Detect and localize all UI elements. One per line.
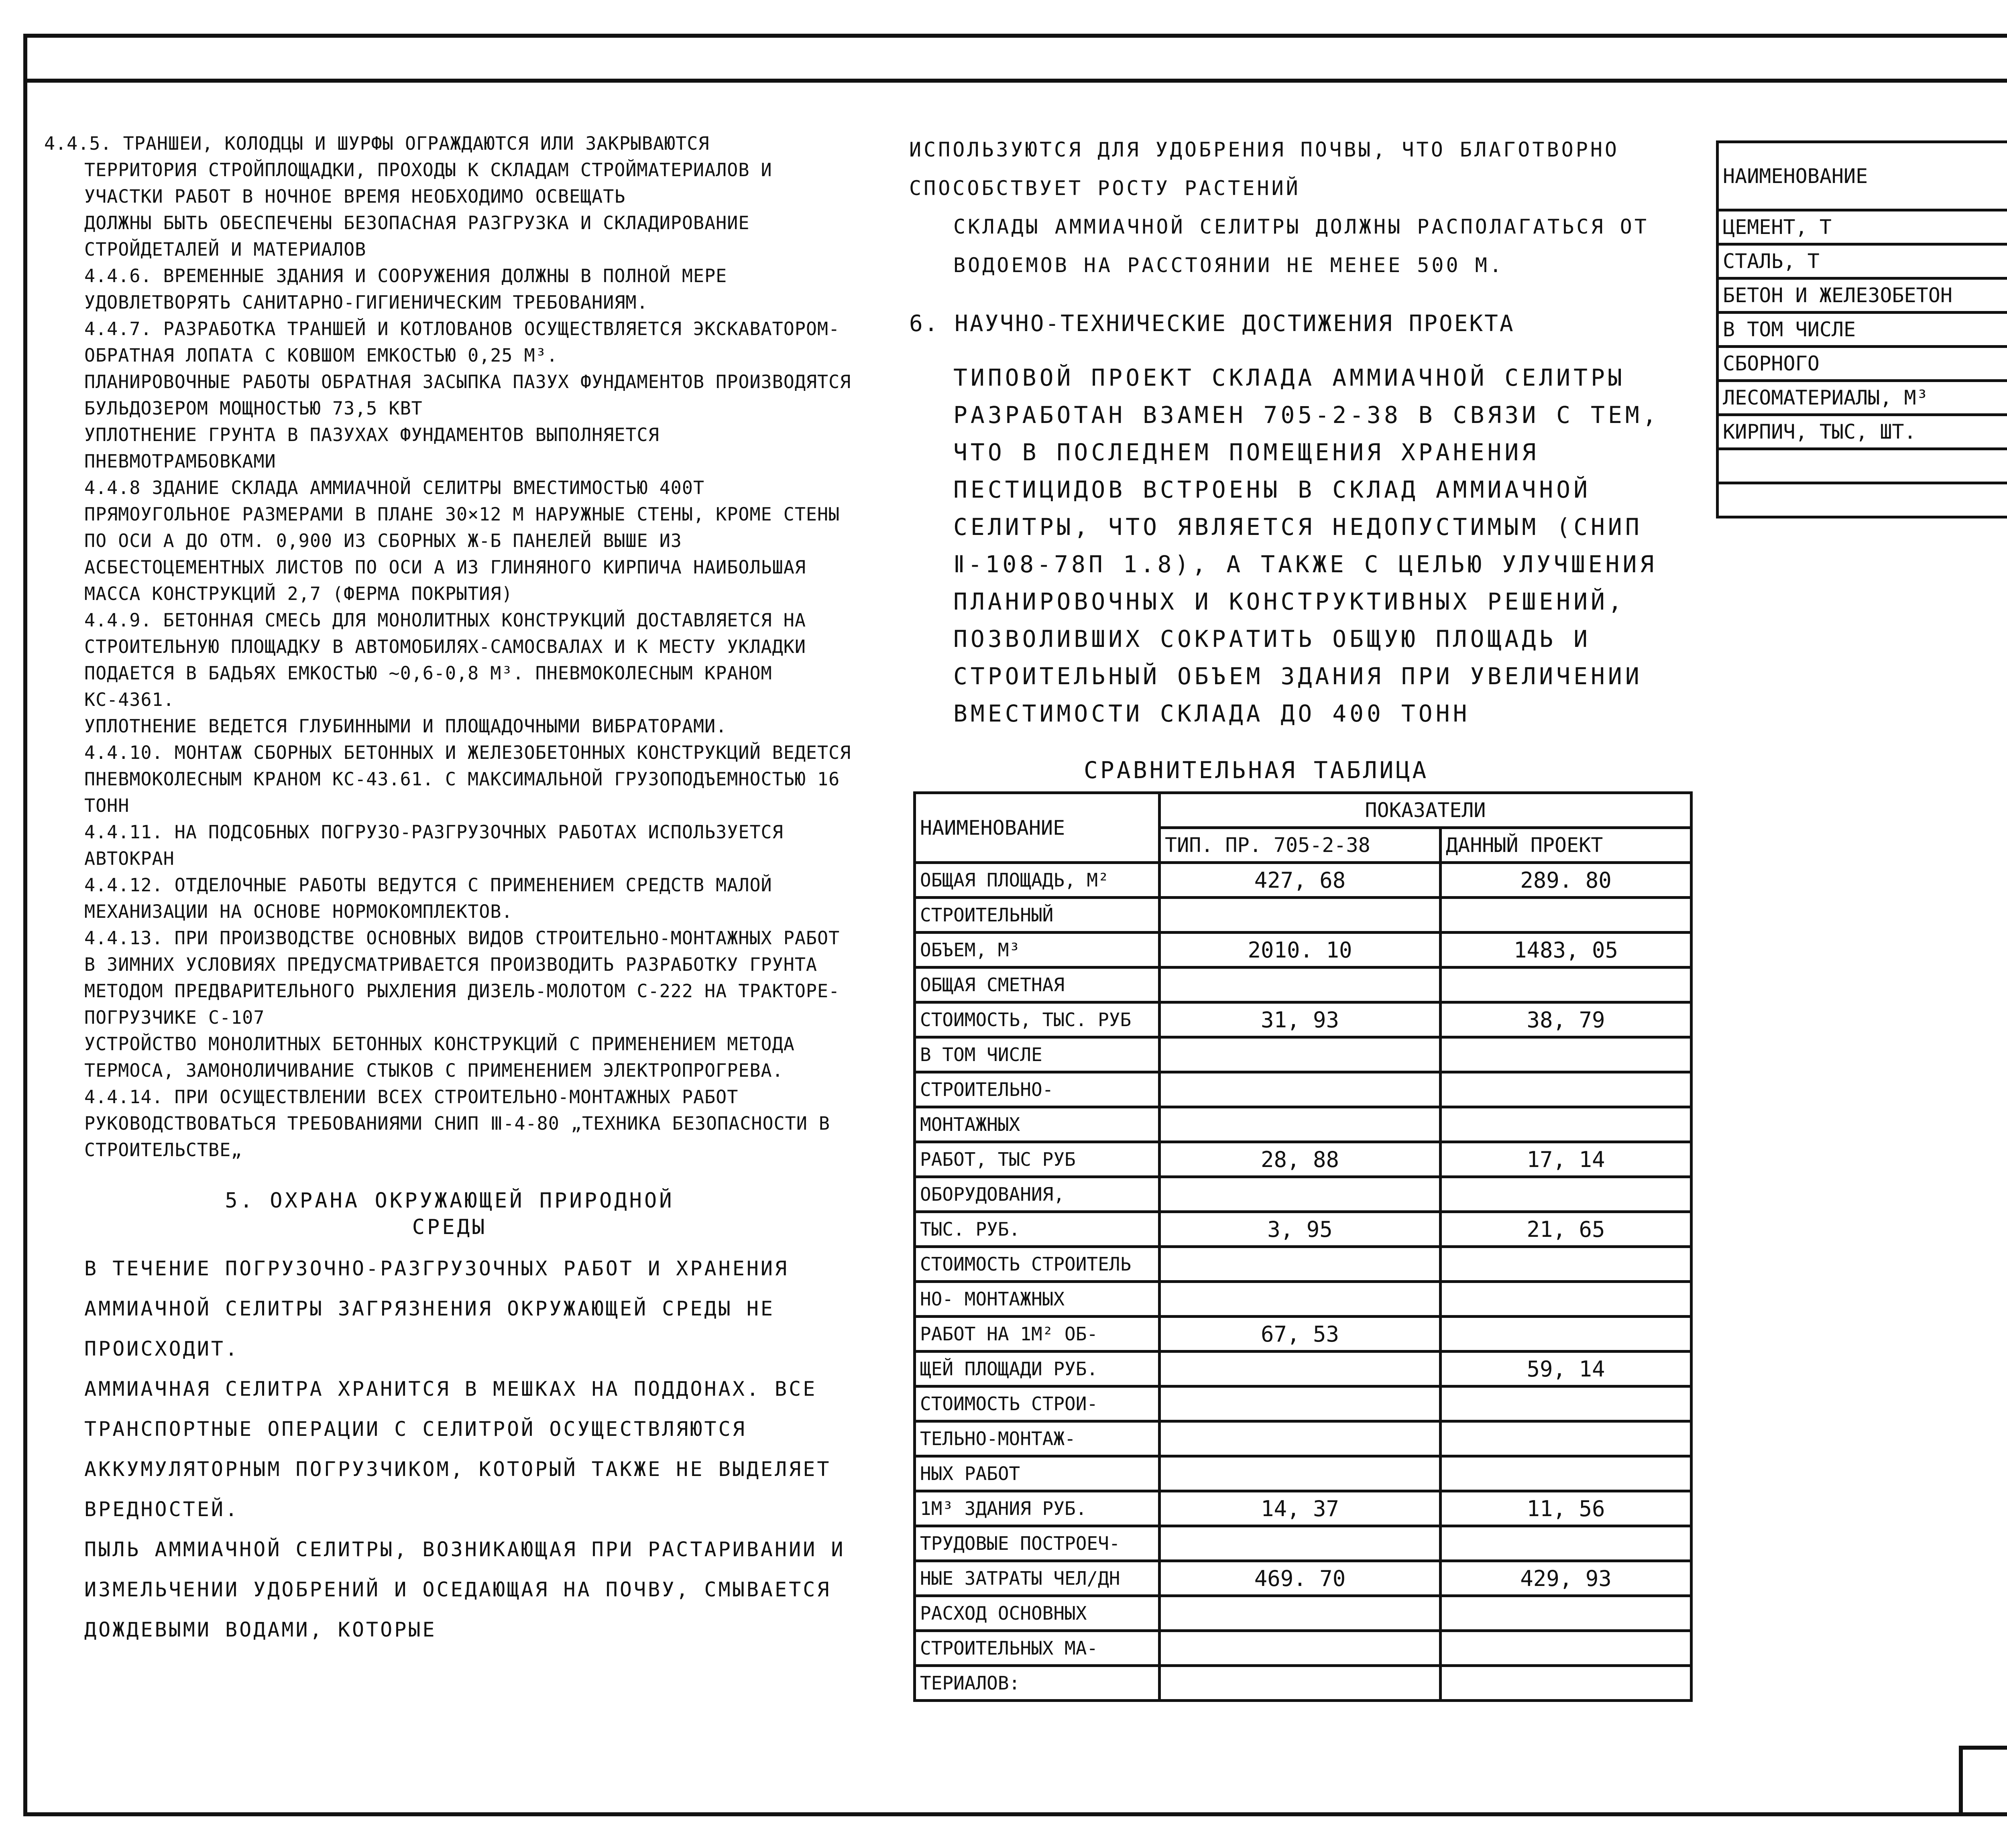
row-name: ТЕЛЬНО-МОНТАЖ- xyxy=(915,1421,1160,1456)
paragraph: ИСПОЛЬЗУЮТСЯ ДЛЯ УДОБРЕНИЯ ПОЧВЫ, ЧТО БЛАГОТВОРНО СПОСОБСТВУЕТ РОСТУ РАСТЕНИЙ xyxy=(909,138,1620,200)
table-row xyxy=(1718,449,2007,483)
value-new xyxy=(1441,1387,1691,1421)
row-name: НО- МОНТАЖНЫХ xyxy=(915,1282,1160,1317)
paragraph: 4.4.12. ОТДЕЛОЧНЫЕ РАБОТЫ ВЕДУТСЯ С ПРИМЕНЕНИЕМ СРЕДСТВ МАЛОЙ МЕХАНИЗАЦИИ НА ОСНОВЕ НОРМОКОМПЛЕКТОВ. xyxy=(84,874,772,922)
header-rule xyxy=(23,79,2007,83)
value-old: 31, 93 xyxy=(1160,1002,1441,1037)
value-old xyxy=(1160,1666,1441,1701)
value-old xyxy=(1160,1526,1441,1561)
value-old: 427, 68 xyxy=(1160,863,1441,898)
table-row xyxy=(915,1631,1691,1666)
value-new: 38, 79 xyxy=(1441,1002,1691,1037)
row-name: ТРУДОВЫЕ ПОСТРОЕЧ- xyxy=(915,1526,1160,1561)
paragraph: 4.4.7. РАЗРАБОТКА ТРАНШЕЙ И КОТЛОВАНОВ ОСУЩЕСТВЛЯЕТСЯ ЭКСКАВАТОРОМ-ОБРАТНАЯ ЛОПАТА С КОВШОМ ЕМКОСТЬЮ 0,25 М³. xyxy=(84,318,840,366)
value-new xyxy=(1441,1107,1691,1142)
table-row xyxy=(915,1526,1691,1561)
table-row xyxy=(915,1107,1691,1142)
section-6-heading: 6. НАУЧНО-ТЕХНИЧЕСКИЕ ДОСТИЖЕНИЯ ПРОЕКТА xyxy=(909,311,1515,337)
value-new xyxy=(1441,1037,1691,1072)
table-row xyxy=(915,1596,1691,1631)
table-row xyxy=(915,968,1691,1002)
row-name: СТРОИТЕЛЬНО- xyxy=(915,1072,1160,1107)
value-old xyxy=(1160,1421,1441,1456)
value-old: 469. 70 xyxy=(1160,1561,1441,1596)
paragraph: 4.4.8 ЗДАНИЕ СКЛАДА АММИАЧНОЙ СЕЛИТРЫ ВМЕСТИМОСТЬЮ 400Т ПРЯМОУГОЛЬНОЕ РАЗМЕРАМИ В ПЛАНЕ 30×12 М НАРУЖНЫЕ СТЕНЫ, КРОМЕ СТЕНЫ ПО ОСИ А ДО ОТМ. 0,900 ИЗ СБОРНЫХ Ж-Б ПАНЕЛЕЙ ВЫШЕ ИЗ АСБЕСТОЦЕМЕНТНЫХ ЛИСТОВ ПО ОСИ А ИЗ ГЛИНЯНОГО КИРПИЧА НАИБОЛЬШАЯ МАССА КОНСТРУКЦИЙ 2,7 (ФЕРМА ПОКРЫТИЯ) xyxy=(84,477,840,604)
row-name: В ТОМ ЧИСЛЕ xyxy=(1718,313,2007,347)
value-new xyxy=(1441,898,1691,933)
paragraph: 4.4.6. ВРЕМЕННЫЕ ЗДАНИЯ И СООРУЖЕНИЯ ДОЛЖНЫ В ПОЛНОЙ МЕРЕ УДОВЛЕТВОРЯТЬ САНИТАРНО-ГИГИЕНИЧЕСКИМ ТРЕБОВАНИЯМ. xyxy=(84,265,727,313)
row-name: ОБЩАЯ ПЛОЩАДЬ, М² xyxy=(915,863,1160,898)
value-old xyxy=(1160,968,1441,1002)
value-new: 11, 56 xyxy=(1441,1491,1691,1526)
value-new xyxy=(1441,1666,1691,1701)
row-name: 1М³ ЗДАНИЯ РУБ. xyxy=(915,1491,1160,1526)
row-name: В ТОМ ЧИСЛЕ xyxy=(915,1037,1160,1072)
value-new: 289. 80 xyxy=(1441,863,1691,898)
table-row xyxy=(915,1666,1691,1701)
row-name: ЦЕМЕНТ, Т xyxy=(1718,210,2007,244)
row-name xyxy=(1718,449,2007,483)
value-old xyxy=(1160,1072,1441,1107)
paragraph: ДОЛЖНЫ БЫТЬ ОБЕСПЕЧЕНЫ БЕЗОПАСНАЯ РАЗГРУЗКА И СКЛАДИРОВАНИЕ СТРОЙДЕТАЛЕЙ И МАТЕРИАЛОВ xyxy=(84,212,750,260)
row-name: СТРОИТЕЛЬНЫХ МА- xyxy=(915,1631,1160,1666)
value-new: 1483, 05 xyxy=(1441,933,1691,968)
table-row xyxy=(915,1282,1691,1317)
row-name: ТЕРИАЛОВ: xyxy=(915,1666,1160,1701)
value-new xyxy=(1441,1526,1691,1561)
value-new: 17, 14 xyxy=(1441,1142,1691,1177)
table-row xyxy=(915,1387,1691,1421)
row-name: НЫХ РАБОТ xyxy=(915,1456,1160,1491)
table-row xyxy=(1718,483,2007,517)
value-old: 3, 95 xyxy=(1160,1212,1441,1247)
table-row xyxy=(915,1177,1691,1212)
value-new xyxy=(1441,1177,1691,1212)
paragraph: ТИПОВОЙ ПРОЕКТ СКЛАДА АММИАЧНОЙ СЕЛИТРЫ РАЗРАБОТАН ВЗАМЕН 705-2-38 В СВЯЗИ С ТЕМ, ЧТО В ПОСЛЕДНЕМ ПОМЕЩЕНИЯ ХРАНЕНИЯ ПЕСТИЦИДОВ ВСТРОЕНЫ В СКЛАД АММИАЧНОЙ СЕЛИТРЫ, ЧТО ЯВЛЯЕТСЯ НЕДОПУСТИМЫМ (СНИП Ⅱ-108-78П 1.8), А ТАКЖЕ С ЦЕЛЬЮ УЛУЧШЕНИЯ ПЛАНИРОВОЧНЫХ И КОНСТРУКТИВНЫХ РЕШЕНИЙ, ПОЗВОЛИВШИХ СОКРАТИТЬ ОБЩУЮ ПЛОЩАДЬ И СТРОИТЕЛЬНЫЙ ОБЪЕМ ЗДАНИЯ ПРИ УВЕЛИЧЕНИИ ВМЕСТИМОСТИ СКЛАДА ДО 400 ТОНН xyxy=(953,364,1660,727)
row-name: НЫЕ ЗАТРАТЫ ЧЕЛ/ДН xyxy=(915,1561,1160,1596)
continuation-table xyxy=(1716,140,2007,518)
table-row xyxy=(915,1456,1691,1491)
table-row xyxy=(915,1142,1691,1177)
value-old xyxy=(1160,1596,1441,1631)
value-old: 2010. 10 xyxy=(1160,933,1441,968)
header-old: ТИП. ПР. 705-2-38 xyxy=(1160,828,1441,863)
value-old xyxy=(1160,898,1441,933)
table-row xyxy=(915,1317,1691,1352)
value-new xyxy=(1441,1247,1691,1282)
table-row xyxy=(915,1421,1691,1456)
row-name xyxy=(1718,483,2007,517)
table-row xyxy=(915,898,1691,933)
table-row xyxy=(915,863,1691,898)
row-name: СТАЛЬ, Т xyxy=(1718,244,2007,279)
table-row xyxy=(915,1247,1691,1282)
left-column xyxy=(44,130,855,1650)
row-name: ТЫС. РУБ. xyxy=(915,1212,1160,1247)
row-name: СТРОИТЕЛЬНЫЙ xyxy=(915,898,1160,933)
paragraph: АММИАЧНАЯ СЕЛИТРА ХРАНИТСЯ В МЕШКАХ НА ПОДДОНАХ. ВСЕ ТРАНСПОРТНЫЕ ОПЕРАЦИИ С СЕЛИТРОЙ ОСУЩЕСТВЛЯЮТСЯ АККУМУЛЯТОРНЫМ ПОГРУЗЧИКОМ, КОТОРЫЙ ТАКЖЕ НЕ ВЫДЕЛЯЕТ ВРЕДНОСТЕЙ. xyxy=(84,1377,831,1521)
row-name: РАБОТ, ТЫС РУБ xyxy=(915,1142,1160,1177)
paragraph: 4.4.5. ТРАНШЕИ, КОЛОДЦЫ И ШУРФЫ ОГРАЖДАЮТСЯ ИЛИ ЗАКРЫВАЮТСЯ xyxy=(44,133,710,154)
table-row xyxy=(915,933,1691,968)
table-row xyxy=(1718,244,2007,279)
value-new xyxy=(1441,968,1691,1002)
value-new: 429, 93 xyxy=(1441,1561,1691,1596)
row-name: КИРПИЧ, ТЫС, ШТ. xyxy=(1718,415,2007,449)
table-row xyxy=(1718,415,2007,449)
comparison-table-title: СРАВНИТЕЛЬНАЯ ТАБЛИЦА xyxy=(1084,756,1429,784)
value-new xyxy=(1441,1072,1691,1107)
value-old xyxy=(1160,1037,1441,1072)
table-row xyxy=(915,1037,1691,1072)
value-new xyxy=(1441,1456,1691,1491)
row-name: ОБЩАЯ СМЕТНАЯ xyxy=(915,968,1160,1002)
paragraph: ПЛАНИРОВОЧНЫЕ РАБОТЫ ОБРАТНАЯ ЗАСЫПКА ПАЗУХ ФУНДАМЕНТОВ ПРОИЗВОДЯТСЯ БУЛЬДОЗЕРОМ МОЩНОСТЬЮ 73,5 КВТ xyxy=(84,371,851,419)
section-5-heading: 5. ОХРАНА ОКРУЖАЮЩЕЙ ПРИРОДНОЙ xyxy=(225,1189,674,1213)
value-new: 59, 14 xyxy=(1441,1352,1691,1387)
table-row xyxy=(915,1072,1691,1107)
row-name: ЛЕСОМАТЕРИАЛЫ, М³ xyxy=(1718,381,2007,415)
comparison-table xyxy=(913,791,1693,1702)
table-row xyxy=(1718,313,2007,347)
paragraph: ТЕРРИТОРИЯ СТРОЙПЛОЩАДКИ, ПРОХОДЫ К СКЛАДАМ СТРОЙМАТЕРИАЛОВ И УЧАСТКИ РАБОТ В НОЧНОЕ ВРЕМЯ НЕОБХОДИМО ОСВЕЩАТЬ xyxy=(84,159,772,207)
row-name: ЩЕЙ ПЛОЩАДИ РУБ. xyxy=(915,1352,1160,1387)
row-name: ОБЪЕМ, М³ xyxy=(915,933,1160,968)
paragraph: УСТРОЙСТВО МОНОЛИТНЫХ БЕТОННЫХ КОНСТРУКЦИЙ С ПРИМЕНЕНИЕМ МЕТОДА ТЕРМОСА, ЗАМОНОЛИЧИВАНИЕ СТЫКОВ С ПРИМЕНЕНИЕМ ЭЛЕКТРОПРОГРЕВА. xyxy=(84,1033,795,1081)
value-old xyxy=(1160,1247,1441,1282)
paragraph: 4.4.14. ПРИ ОСУЩЕСТВЛЕНИИ ВСЕХ СТРОИТЕЛЬНО-МОНТАЖНЫХ РАБОТ РУКОВОДСТВОВАТЬСЯ ТРЕБОВАНИЯМИ СНИП Ⅲ-4-80 „ТЕХНИКА БЕЗОПАСНОСТИ В СТРОИТЕЛЬСТВЕ„ xyxy=(84,1086,830,1161)
value-new xyxy=(1441,1421,1691,1456)
paragraph: ПЫЛЬ АММИАЧНОЙ СЕЛИТРЫ, ВОЗНИКАЮЩАЯ ПРИ РАСТАРИВАНИИ И ИЗМЕЛЬЧЕНИИ УДОБРЕНИЙ И ОСЕДАЮЩАЯ НА ПОЧВУ, СМЫВАЕТСЯ ДОЖДЕВЫМИ ВОДАМИ, КОТОРЫЕ xyxy=(84,1538,845,1641)
value-old: 28, 88 xyxy=(1160,1142,1441,1177)
header-group: ПОКАЗАТЕЛИ xyxy=(1160,793,1691,828)
value-old xyxy=(1160,1387,1441,1421)
header-new: ДАННЫЙ ПРОЕКТ xyxy=(1441,828,1691,863)
row-name: МОНТАЖНЫХ xyxy=(915,1107,1160,1142)
middle-column xyxy=(909,130,1696,732)
value-new: 21, 65 xyxy=(1441,1212,1691,1247)
table-row xyxy=(915,1491,1691,1526)
table-row xyxy=(915,1561,1691,1596)
paragraph: 4.4.10. МОНТАЖ СБОРНЫХ БЕТОННЫХ И ЖЕЛЕЗОБЕТОННЫХ КОНСТРУКЦИЙ ВЕДЕТСЯ ПНЕВМОКОЛЕСНЫМ КРАНОМ КС-43.61. С МАКСИМАЛЬНОЙ ГРУЗОПОДЪЕМНОСТЬЮ 16 ТОНН xyxy=(84,742,851,816)
table-row xyxy=(915,1002,1691,1037)
row-name: БЕТОН И ЖЕЛЕЗОБЕТОН xyxy=(1718,279,2007,313)
paragraph: В ТЕЧЕНИЕ ПОГРУЗОЧНО-РАЗГРУЗОЧНЫХ РАБОТ И ХРАНЕНИЯ АММИАЧНОЙ СЕЛИТРЫ ЗАГРЯЗНЕНИЯ ОКРУЖАЮЩЕЙ СРЕДЫ НЕ ПРОИСХОДИТ. xyxy=(84,1257,789,1360)
header-name: НАИМЕНОВАНИЕ xyxy=(1718,142,2007,210)
row-name: СТОИМОСТЬ СТРОИТЕЛЬ xyxy=(915,1247,1160,1282)
paragraph: 4.4.13. ПРИ ПРОИЗВОДСТВЕ ОСНОВНЫХ ВИДОВ СТРОИТЕЛЬНО-МОНТАЖНЫХ РАБОТ В ЗИМНИХ УСЛОВИЯХ ПРЕДУСМАТРИВАЕТСЯ ПРОИЗВОДИТЬ РАЗРАБОТКУ ГРУНТА МЕТОДОМ ПРЕДВАРИТЕЛЬНОГО РЫХЛЕНИЯ ДИЗЕЛЬ-МОЛОТОМ С-222 НА ТРАКТОРЕ-ПОГРУЗЧИКЕ С-107 xyxy=(84,927,840,1028)
value-new xyxy=(1441,1282,1691,1317)
value-old xyxy=(1160,1456,1441,1491)
value-old xyxy=(1160,1107,1441,1142)
title-stamp xyxy=(1959,1746,2007,1816)
value-old xyxy=(1160,1631,1441,1666)
section-5-heading-cont: СРЕДЫ xyxy=(412,1215,487,1239)
value-old xyxy=(1160,1177,1441,1212)
value-new xyxy=(1441,1317,1691,1352)
row-name: СТОИМОСТЬ СТРОИ- xyxy=(915,1387,1160,1421)
table-row xyxy=(915,1352,1691,1387)
row-name: РАБОТ НА 1М² ОБ- xyxy=(915,1317,1160,1352)
paragraph: 4.4.11. НА ПОДСОБНЫХ ПОГРУЗО-РАЗГРУЗОЧНЫХ РАБОТАХ ИСПОЛЬЗУЕТСЯ АВТОКРАН xyxy=(84,821,784,869)
paragraph: УПЛОТНЕНИЕ ГРУНТА В ПАЗУХАХ ФУНДАМЕНТОВ ВЫПОЛНЯЕТСЯ ПНЕВМОТРАМБОВКАМИ xyxy=(84,424,660,472)
table-row xyxy=(1718,347,2007,381)
table-row xyxy=(1718,381,2007,415)
paragraph: СКЛАДЫ АММИАЧНОЙ СЕЛИТРЫ ДОЛЖНЫ РАСПОЛАГАТЬСЯ ОТ ВОДОЕМОВ НА РАССТОЯНИИ НЕ МЕНЕЕ 500 М. xyxy=(953,215,1649,277)
value-old xyxy=(1160,1282,1441,1317)
row-name: РАСХОД ОСНОВНЫХ xyxy=(915,1596,1160,1631)
table-row xyxy=(915,1212,1691,1247)
value-new xyxy=(1441,1596,1691,1631)
row-name: ОБОРУДОВАНИЯ, xyxy=(915,1177,1160,1212)
paragraph: УПЛОТНЕНИЕ ВЕДЕТСЯ ГЛУБИННЫМИ И ПЛОЩАДОЧНЫМИ ВИБРАТОРАМИ. xyxy=(84,716,727,737)
row-name: СТОИМОСТЬ, ТЫС. РУБ xyxy=(915,1002,1160,1037)
value-old: 14, 37 xyxy=(1160,1491,1441,1526)
table-row xyxy=(1718,279,2007,313)
value-old: 67, 53 xyxy=(1160,1317,1441,1352)
row-name: СБОРНОГО xyxy=(1718,347,2007,381)
table-row xyxy=(1718,210,2007,244)
value-old xyxy=(1160,1352,1441,1387)
value-new xyxy=(1441,1631,1691,1666)
paragraph: 4.4.9. БЕТОННАЯ СМЕСЬ ДЛЯ МОНОЛИТНЫХ КОНСТРУКЦИЙ ДОСТАВЛЯЕТСЯ НА СТРОИТЕЛЬНУЮ ПЛОЩАДКУ В АВТОМОБИЛЯХ-САМОСВАЛАХ И К МЕСТУ УКЛАДКИ ПОДАЕТСЯ В БАДЬЯХ ЕМКОСТЬЮ ~0,6-0,8 М³. ПНЕВМОКОЛЕСНЫМ КРАНОМ КС-4361. xyxy=(84,610,806,710)
header-name: НАИМЕНОВАНИЕ xyxy=(915,793,1160,863)
